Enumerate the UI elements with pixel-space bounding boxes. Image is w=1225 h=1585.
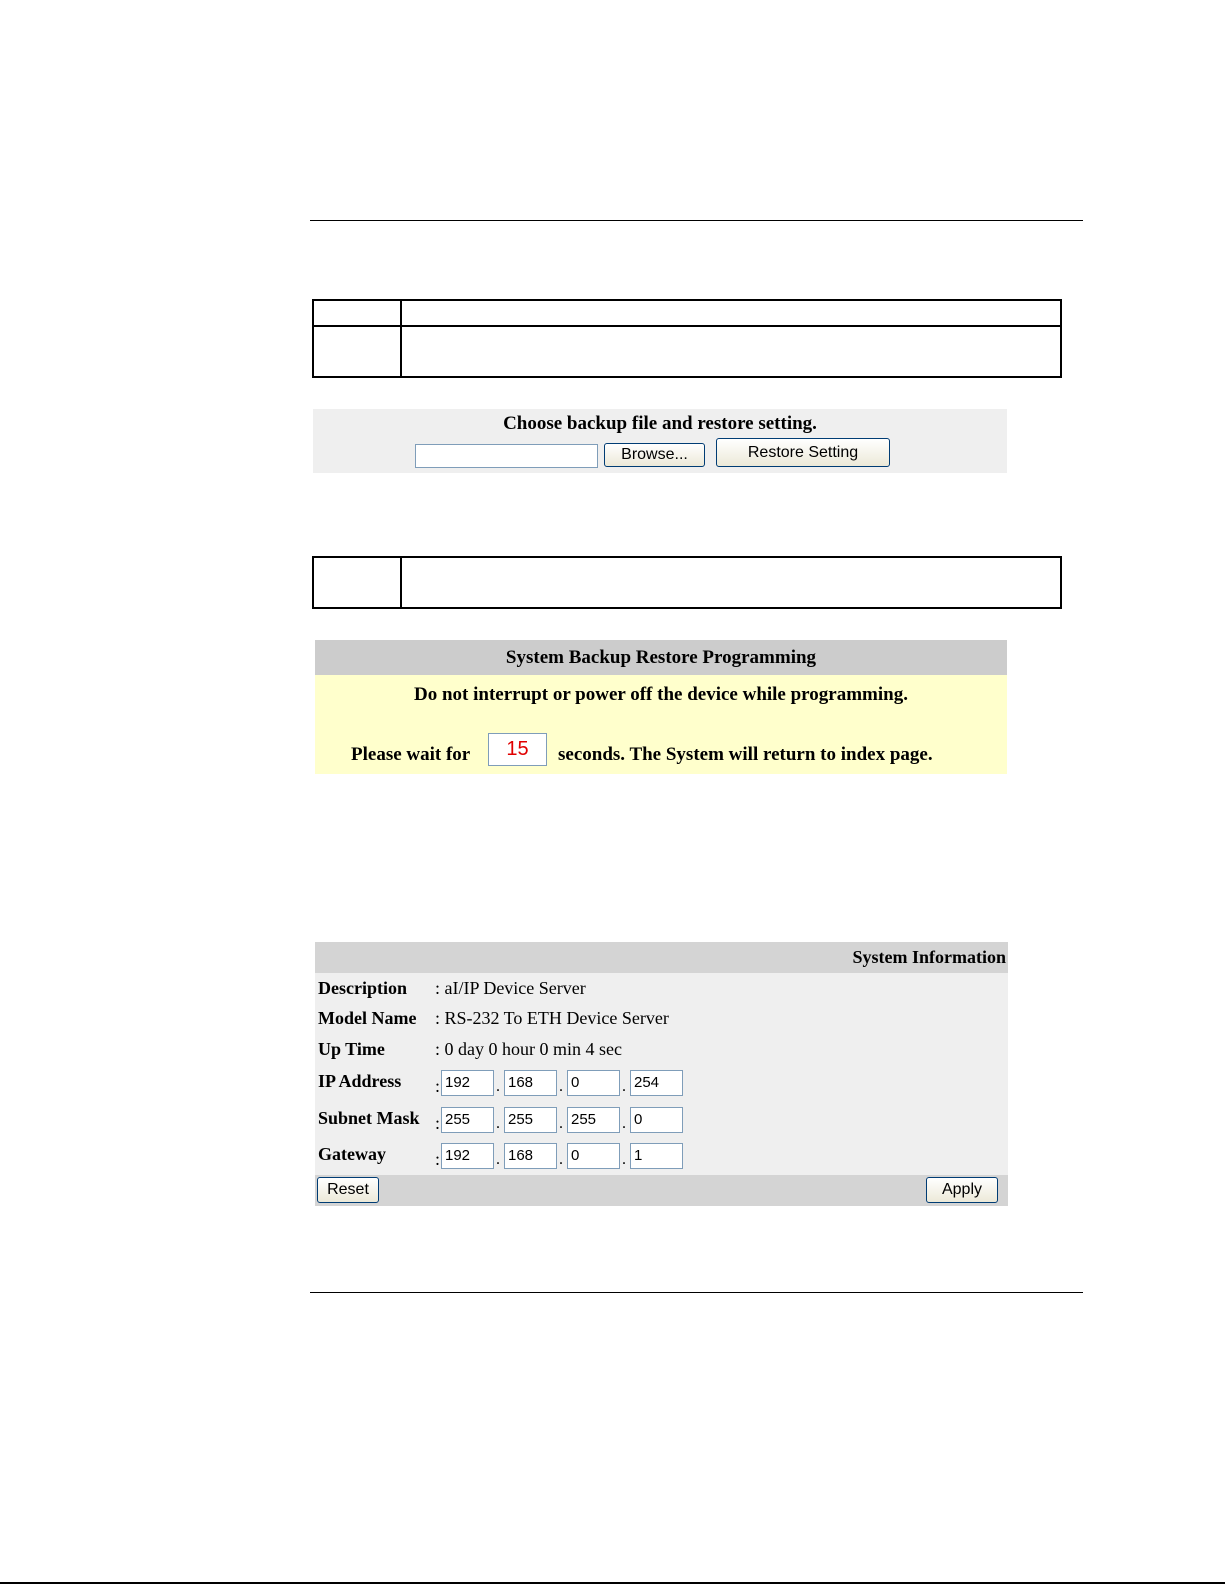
browse-button[interactable]: Browse... xyxy=(604,443,705,467)
up-time-value: : 0 day 0 hour 0 min 4 sec xyxy=(435,1039,622,1059)
ip-octet-1[interactable]: 192 xyxy=(441,1070,494,1096)
subnet-octet-1[interactable]: 255 xyxy=(441,1107,494,1133)
gateway-dot: . xyxy=(496,1151,500,1168)
countdown-field: 15 xyxy=(488,733,547,766)
empty-table-2 xyxy=(312,556,1062,609)
gateway-label: Gateway xyxy=(318,1144,386,1164)
gateway-dot: . xyxy=(622,1151,626,1168)
subnet-octet-4[interactable]: 0 xyxy=(630,1107,683,1133)
table-cell xyxy=(401,300,1061,326)
ip-address-colon: : xyxy=(435,1076,441,1096)
bottom-rule xyxy=(310,1292,1083,1293)
subnet-dot: . xyxy=(496,1115,500,1132)
gateway-octet-2[interactable]: 168 xyxy=(504,1143,557,1169)
restore-setting-button[interactable]: Restore Setting xyxy=(716,438,890,467)
backup-file-input[interactable] xyxy=(415,444,598,468)
system-information-title: System Information xyxy=(852,947,1006,967)
ip-dot: . xyxy=(559,1078,563,1095)
restore-panel xyxy=(313,409,1007,473)
wait-suffix: seconds. The System will return to index page. xyxy=(558,744,933,765)
system-information-footer xyxy=(315,1175,1008,1206)
ip-octet-4[interactable]: 254 xyxy=(630,1070,683,1096)
gateway-dot: . xyxy=(559,1151,563,1168)
subnet-octet-2[interactable]: 255 xyxy=(504,1107,557,1133)
programming-warning: Do not interrupt or power off the device while programming. xyxy=(414,684,908,705)
empty-table-1 xyxy=(312,299,1062,378)
system-information-panel xyxy=(315,942,1008,1206)
ip-address-label: IP Address xyxy=(318,1071,402,1091)
ip-octet-2[interactable]: 168 xyxy=(504,1070,557,1096)
subnet-dot: . xyxy=(622,1115,626,1132)
table-cell xyxy=(313,557,401,608)
subnet-mask-label: Subnet Mask xyxy=(318,1108,420,1128)
subnet-octet-3[interactable]: 255 xyxy=(567,1107,620,1133)
description-label: Description xyxy=(318,978,407,998)
up-time-label: Up Time xyxy=(318,1039,385,1059)
system-information-header xyxy=(315,942,1008,973)
description-value: : aI/IP Device Server xyxy=(435,978,586,998)
ip-dot: . xyxy=(622,1078,626,1095)
programming-panel xyxy=(315,640,1007,774)
gateway-octet-1[interactable]: 192 xyxy=(441,1143,494,1169)
ip-dot: . xyxy=(496,1078,500,1095)
ip-octet-3[interactable]: 0 xyxy=(567,1070,620,1096)
restore-title: Choose backup file and restore setting. xyxy=(503,413,817,434)
subnet-mask-colon: : xyxy=(435,1113,441,1133)
table-cell xyxy=(313,300,401,326)
gateway-octet-4[interactable]: 1 xyxy=(630,1143,683,1169)
apply-button[interactable]: Apply xyxy=(926,1177,998,1203)
model-name-label: Model Name xyxy=(318,1008,417,1028)
gateway-colon: : xyxy=(435,1149,441,1169)
programming-header: System Backup Restore Programming xyxy=(315,640,1007,675)
table-cell xyxy=(401,557,1061,608)
table-cell xyxy=(313,326,401,377)
wait-prefix: Please wait for xyxy=(351,744,471,765)
subnet-dot: . xyxy=(559,1115,563,1132)
reset-button[interactable]: Reset xyxy=(317,1177,379,1203)
model-name-value: : RS-232 To ETH Device Server xyxy=(435,1008,669,1028)
gateway-octet-3[interactable]: 0 xyxy=(567,1143,620,1169)
page-bottom-rule xyxy=(0,1582,1225,1584)
top-rule xyxy=(310,220,1083,221)
table-cell xyxy=(401,326,1061,377)
